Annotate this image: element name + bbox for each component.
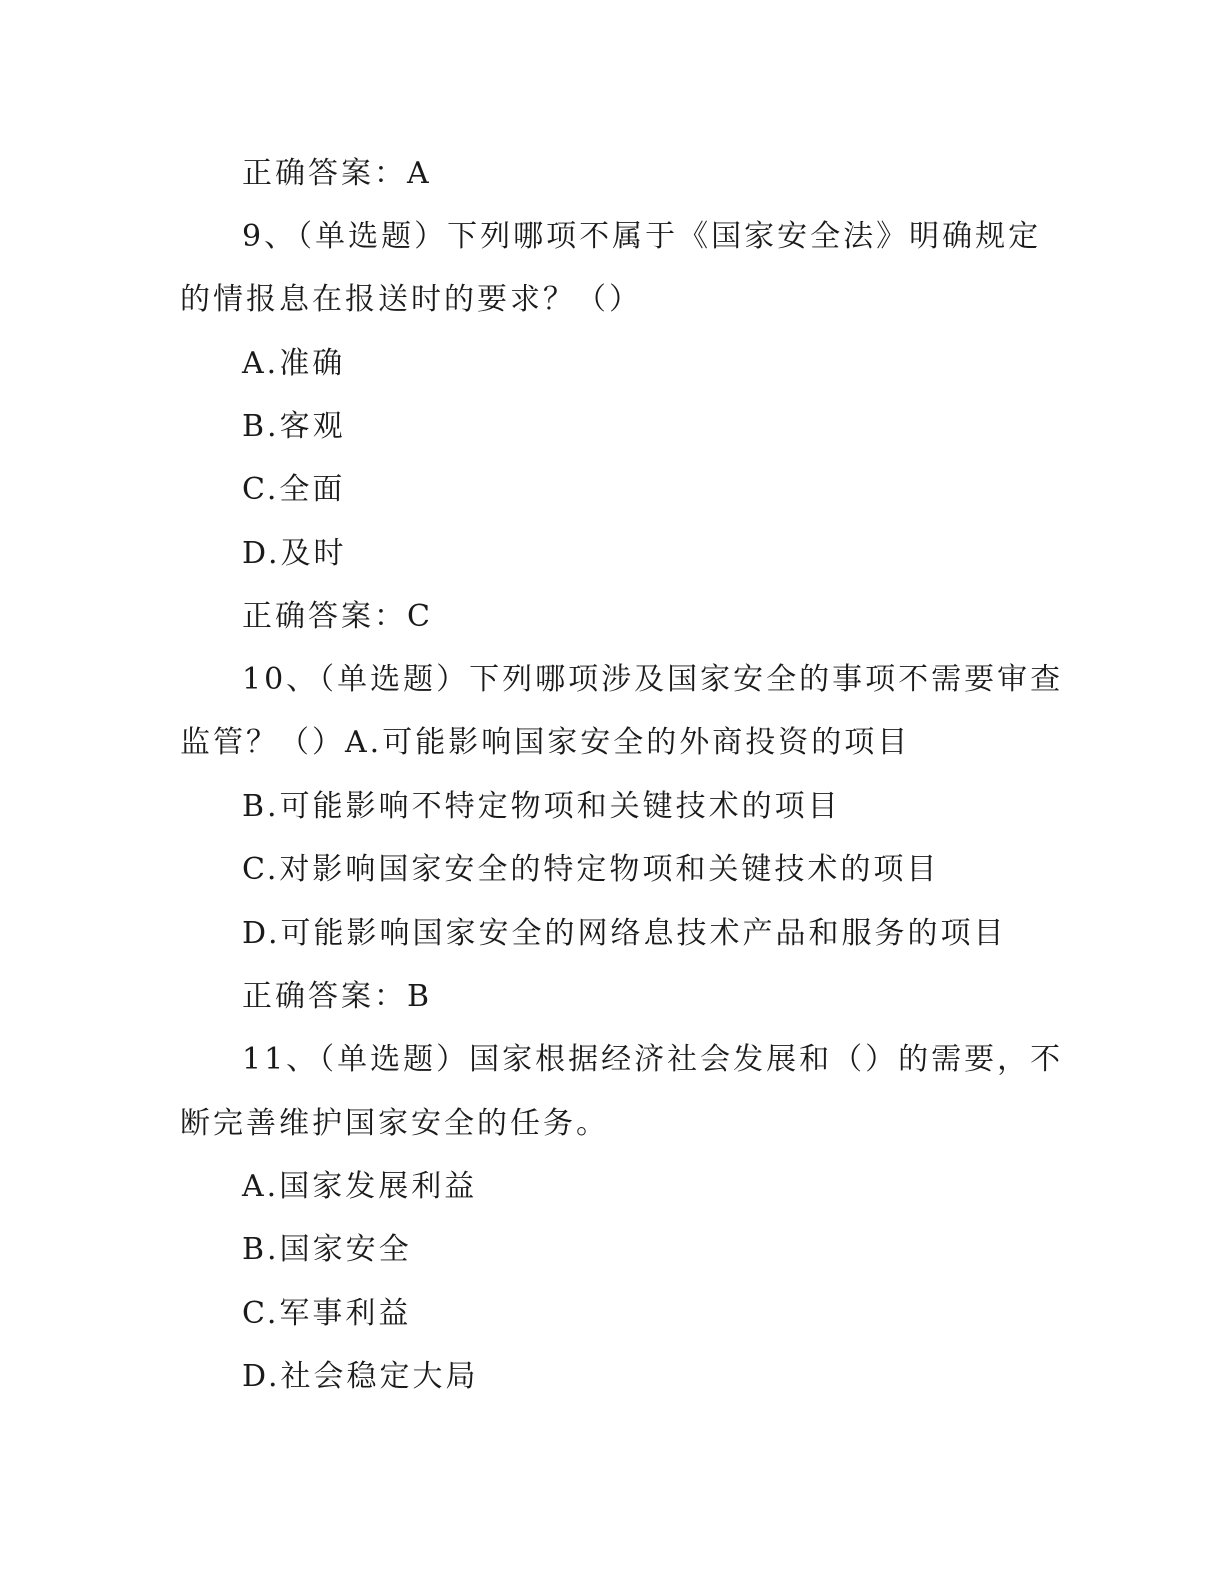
q9-option-b: B.客观 bbox=[242, 409, 346, 444]
q11-stem-line2: 断完善维护国家安全的任务。 bbox=[180, 1106, 609, 1141]
q9-option-a: A.准确 bbox=[242, 346, 346, 381]
q10-stem-line2: 监管？（）A.可能影响国家安全的外商投资的项目 bbox=[180, 725, 911, 760]
q8-answer: 正确答案：A bbox=[242, 156, 432, 191]
q11-option-d: D.社会稳定大局 bbox=[242, 1359, 479, 1394]
q10-option-b: B.可能影响不特定物项和关键技术的项目 bbox=[242, 789, 841, 824]
q10-option-c: C.对影响国家安全的特定物项和关键技术的项目 bbox=[242, 852, 940, 887]
q9-stem-line2: 的情报息在报送时的要求？（） bbox=[180, 282, 642, 317]
q9-stem-line1: 9、（单选题）下列哪项不属于《国家安全法》明确规定 bbox=[242, 219, 1042, 254]
q10-answer: 正确答案：B bbox=[242, 979, 433, 1014]
q11-option-b: B.国家安全 bbox=[242, 1232, 412, 1267]
q9-option-d: D.及时 bbox=[242, 536, 347, 571]
q11-option-c: C.军事利益 bbox=[242, 1296, 412, 1331]
q9-answer: 正确答案：C bbox=[242, 599, 433, 634]
q11-stem-line1: 11、（单选题）国家根据经济社会发展和（）的需要，不 bbox=[242, 1042, 1064, 1077]
q11-option-a: A.国家发展利益 bbox=[242, 1169, 478, 1204]
q10-stem-line1: 10、（单选题）下列哪项涉及国家安全的事项不需要审查 bbox=[242, 662, 1064, 697]
q10-option-d: D.可能影响国家安全的网络息技术产品和服务的项目 bbox=[242, 916, 1007, 951]
q9-option-c: C.全面 bbox=[242, 472, 346, 507]
